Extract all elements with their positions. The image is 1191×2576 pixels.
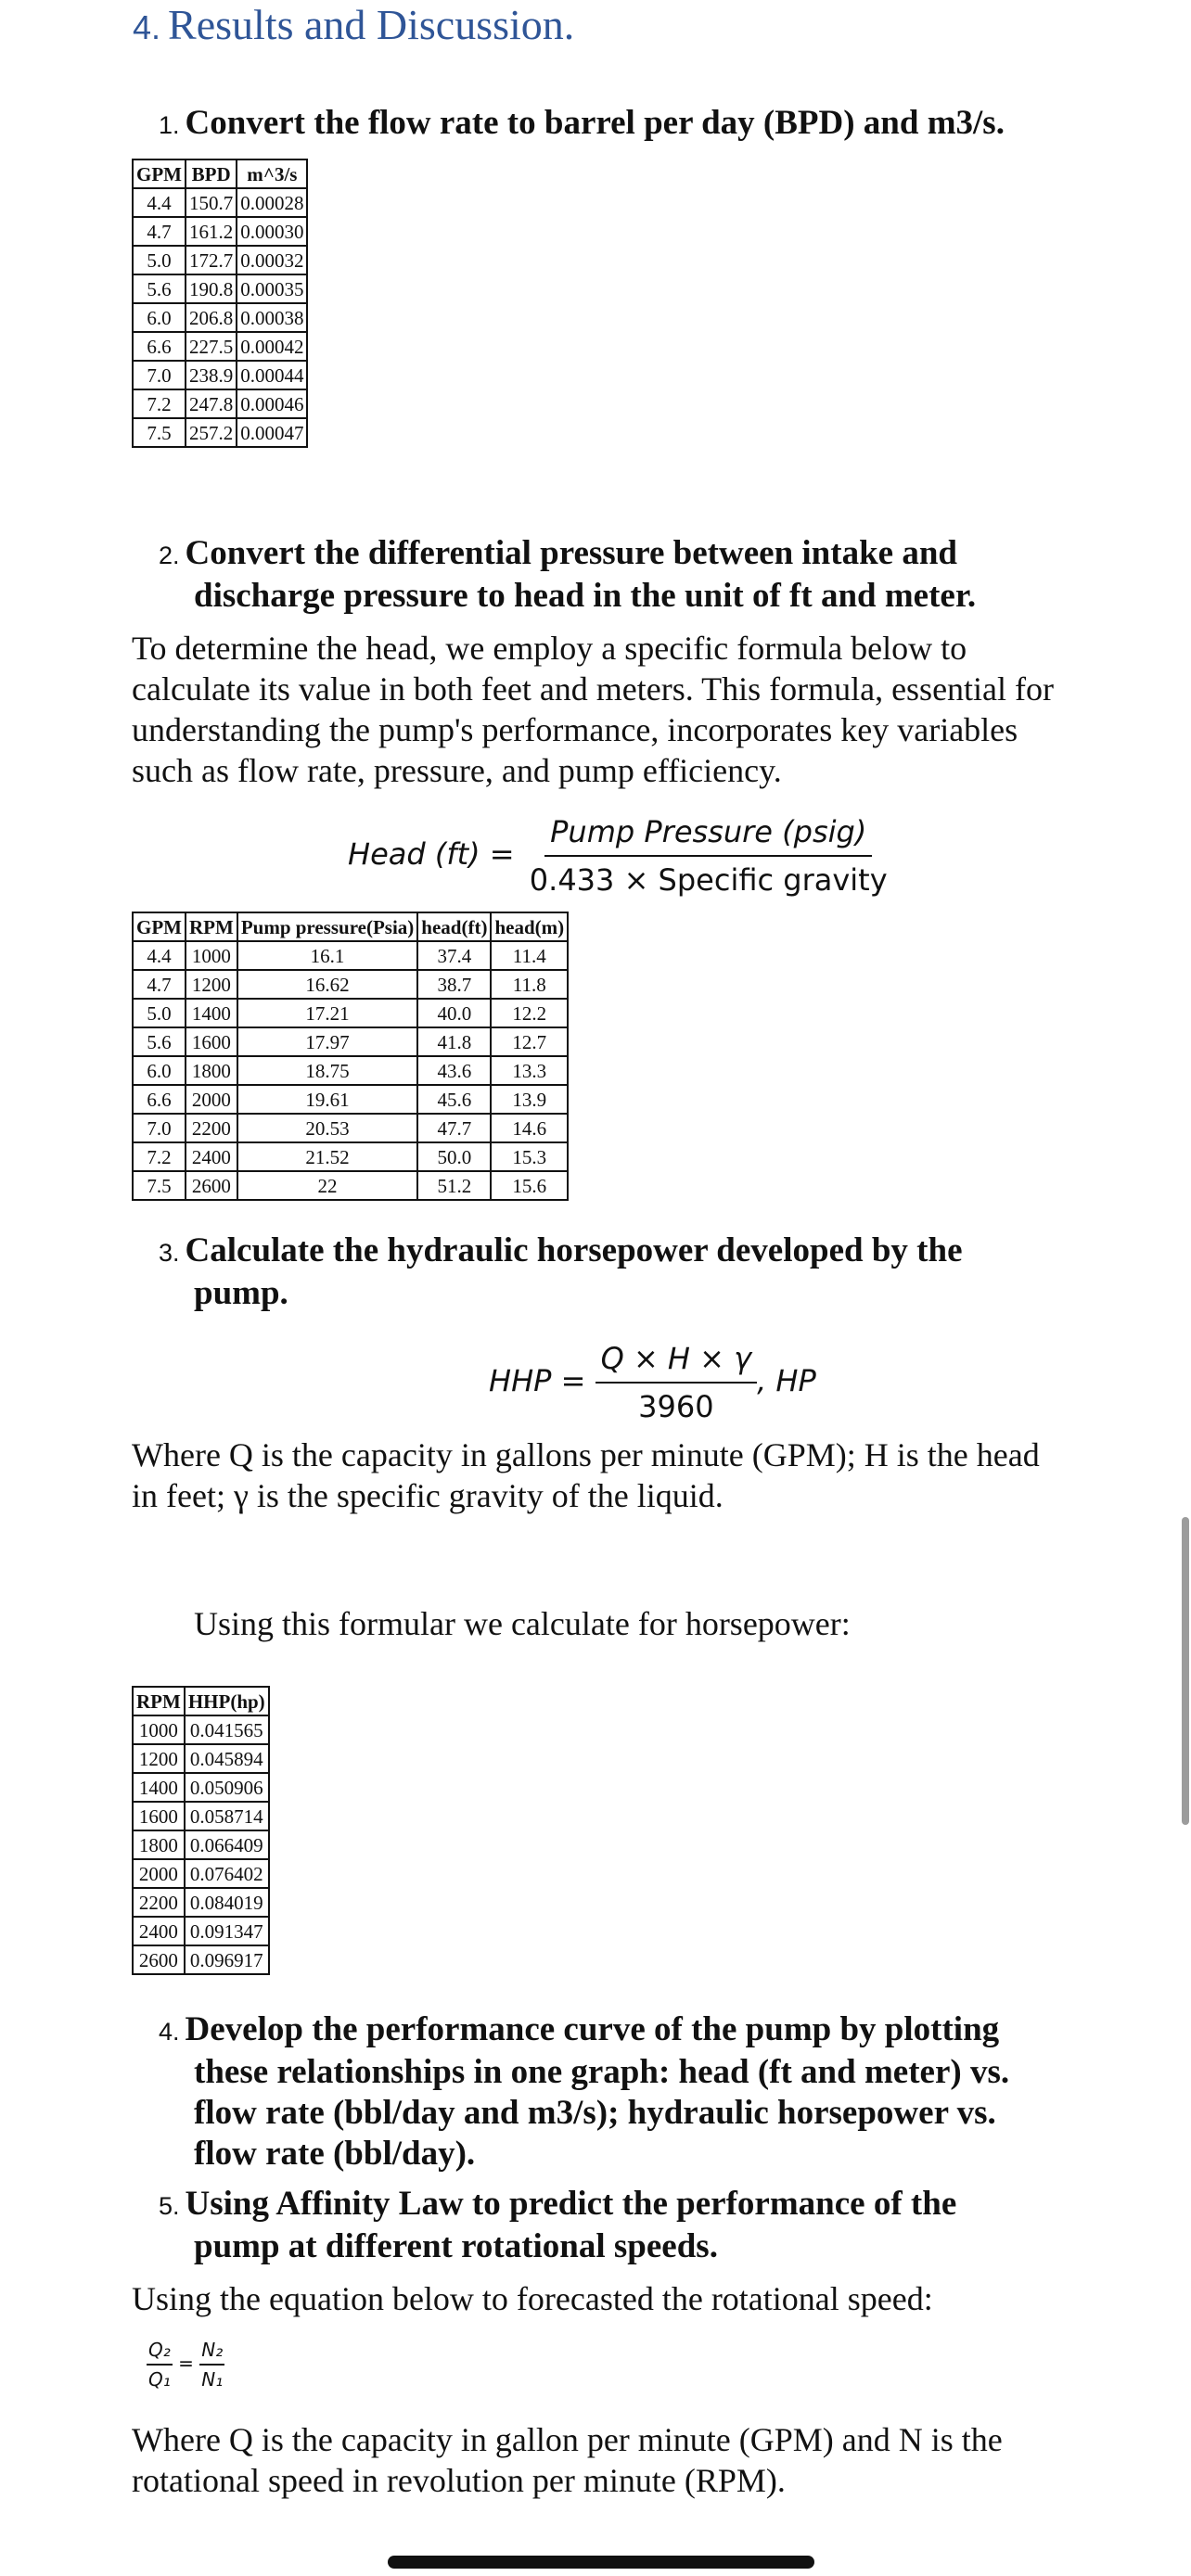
results-heading [133, 0, 574, 49]
table-header-row [133, 1687, 269, 1715]
section-2-line-2: discharge pressure to head in the unit of ft and meter. [194, 577, 977, 615]
table-cell: 227.5 [186, 332, 237, 361]
section-4-line-2: these relationships in one graph: head (ft and meter) vs. [194, 2053, 1010, 2091]
table-cell: 13.3 [491, 1056, 568, 1085]
hhp-formula-denominator: 3960 [638, 1389, 714, 1424]
hhp-formula [489, 1341, 816, 1424]
table-cell: 7.0 [133, 1114, 186, 1142]
section-3-number: 3. [159, 1239, 180, 1267]
section-1-text: Convert the flow rate to barrel per day (BPD) and m3/s. [185, 104, 1005, 142]
table-cell: 18.75 [237, 1056, 417, 1085]
table-cell: 6.0 [133, 303, 186, 332]
table-cell: 38.7 [417, 970, 491, 999]
table-cell: 2000 [133, 1859, 185, 1888]
table-cell: 21.52 [237, 1142, 417, 1171]
table-row [133, 418, 307, 447]
table-row [133, 970, 568, 999]
table-cell: 1800 [186, 1056, 237, 1085]
affinity-equals: = [178, 2352, 194, 2375]
table-cell: 6.0 [133, 1056, 186, 1085]
section-5-line-2: pump at different rotational speeds. [194, 2227, 718, 2265]
table-cell: 2600 [133, 1945, 185, 1974]
table-cell: 161.2 [186, 217, 237, 246]
table-row [133, 246, 307, 274]
table-cell: 1800 [133, 1830, 185, 1859]
affinity-n-fraction [199, 2339, 224, 2391]
table-cell: 41.8 [417, 1027, 491, 1056]
table-row [133, 1773, 269, 1802]
table-cell: 0.091347 [185, 1917, 269, 1945]
table-cell: 19.61 [237, 1085, 417, 1114]
table-cell: 51.2 [417, 1171, 491, 1200]
column-header: HHP(hp) [185, 1687, 269, 1715]
table-cell: 43.6 [417, 1056, 491, 1085]
table-cell: 1200 [186, 970, 237, 999]
table-header-row [133, 912, 568, 941]
table-cell: 13.9 [491, 1085, 568, 1114]
table-cell: 17.97 [237, 1027, 417, 1056]
column-header: BPD [186, 159, 237, 188]
table-cell: 6.6 [133, 332, 186, 361]
section-1-title [159, 103, 1005, 146]
table-row [133, 941, 568, 970]
table-row [133, 1171, 568, 1200]
hhp-formula-fraction [596, 1341, 758, 1424]
table-row [133, 1114, 568, 1142]
section-4-line-4: flow rate (bbl/day). [194, 2135, 476, 2173]
table-cell: 2200 [186, 1114, 237, 1142]
table-row [133, 361, 307, 389]
table-cell: 16.1 [237, 941, 417, 970]
head-formula-denominator: 0.433 × Specific gravity [529, 862, 888, 898]
table-row [133, 1056, 568, 1085]
table-row [133, 303, 307, 332]
table-row [133, 1142, 568, 1171]
table-cell: 15.3 [491, 1142, 568, 1171]
table-cell: 4.7 [133, 217, 186, 246]
section-2-line-1: Convert the differential pressure between intake and [185, 534, 957, 572]
table-cell: 0.00044 [237, 361, 307, 389]
table-cell: 190.8 [186, 274, 237, 303]
table-cell: 0.00038 [237, 303, 307, 332]
table-cell: 12.7 [491, 1027, 568, 1056]
table-cell: 1600 [186, 1027, 237, 1056]
table-row [133, 389, 307, 418]
head-formula-numerator: Pump Pressure (psig) [544, 814, 872, 857]
table-header-row [133, 159, 307, 188]
affinity-explanation-paragraph: Where Q is the capacity in gallon per minute (GPM) and N is the rotational speed in revolution per minute (RPM). [132, 2421, 1003, 2499]
table-cell: 4.4 [133, 188, 186, 217]
table-cell: 2000 [186, 1085, 237, 1114]
horsepower-intro-paragraph: Using this formular we calculate for horsepower: [194, 1605, 851, 1642]
table-cell: 0.00046 [237, 389, 307, 418]
section-5-line-1: Using Affinity Law to predict the performance of the [185, 2185, 957, 2223]
table-cell: 0.00030 [237, 217, 307, 246]
table-cell: 7.2 [133, 1142, 186, 1171]
table-row [133, 332, 307, 361]
head-table [132, 912, 569, 1201]
table-cell: 4.7 [133, 970, 186, 999]
table-cell: 11.4 [491, 941, 568, 970]
column-header: RPM [186, 912, 237, 941]
table-cell: 150.7 [186, 188, 237, 217]
column-header: GPM [133, 912, 186, 941]
table-cell: 1400 [133, 1773, 185, 1802]
table-cell: 47.7 [417, 1114, 491, 1142]
section-1-number: 1. [159, 111, 180, 139]
table-cell: 5.6 [133, 1027, 186, 1056]
table-cell: 12.2 [491, 999, 568, 1027]
table-cell: 1600 [133, 1802, 185, 1830]
table-row [133, 1715, 269, 1744]
table-cell: 2600 [186, 1171, 237, 1200]
head-explanation-paragraph: To determine the head, we employ a specific formula below to calculate its value in both feet and meters. This formula, essential for understanding the pump's performance, incorporates key variables such as flow rate, pressure, and pump efficiency. [132, 630, 1055, 789]
table-cell: 37.4 [417, 941, 491, 970]
table-row [133, 1830, 269, 1859]
table-cell: 22 [237, 1171, 417, 1200]
table-cell: 7.2 [133, 389, 186, 418]
section-5-number: 5. [159, 2192, 180, 2220]
affinity-formula [147, 2339, 224, 2391]
table-cell: 40.0 [417, 999, 491, 1027]
table-cell: 7.5 [133, 418, 186, 447]
table-cell: 0.00042 [237, 332, 307, 361]
table-cell: 17.21 [237, 999, 417, 1027]
heading-number: 4. [133, 8, 161, 46]
table-cell: 20.53 [237, 1114, 417, 1142]
head-formula-fraction [524, 814, 893, 898]
table-cell: 1200 [133, 1744, 185, 1773]
affinity-n-denominator: N₁ [201, 2368, 224, 2391]
table-cell: 1400 [186, 999, 237, 1027]
table-cell: 0.084019 [185, 1888, 269, 1917]
hhp-table [132, 1686, 270, 1975]
table-row [133, 1744, 269, 1773]
head-formula [348, 814, 893, 898]
table-cell: 247.8 [186, 389, 237, 418]
table-cell: 0.045894 [185, 1744, 269, 1773]
table-row [133, 1917, 269, 1945]
head-formula-lhs: Head (ft) = [348, 836, 515, 872]
table-cell: 0.041565 [185, 1715, 269, 1744]
table-cell: 0.076402 [185, 1859, 269, 1888]
affinity-q-fraction [147, 2339, 173, 2391]
section-4-number: 4. [159, 2018, 180, 2046]
table-cell: 5.0 [133, 246, 186, 274]
table-cell: 2400 [133, 1917, 185, 1945]
table-cell: 238.9 [186, 361, 237, 389]
table-cell: 0.066409 [185, 1830, 269, 1859]
hhp-formula-suffix: , HP [757, 1363, 816, 1398]
flow-rate-table [132, 159, 308, 448]
table-cell: 14.6 [491, 1114, 568, 1142]
section-4-line-1: Develop the performance curve of the pump by plotting [185, 2010, 1000, 2048]
table-cell: 6.6 [133, 1085, 186, 1114]
table-cell: 5.0 [133, 999, 186, 1027]
table-cell: 0.00047 [237, 418, 307, 447]
table-cell: 0.00035 [237, 274, 307, 303]
table-cell: 16.62 [237, 970, 417, 999]
column-header: RPM [133, 1687, 185, 1715]
table-cell: 0.050906 [185, 1773, 269, 1802]
table-cell: 2400 [186, 1142, 237, 1171]
table-cell: 5.6 [133, 274, 186, 303]
section-4-title [159, 2009, 1009, 2174]
column-header: Pump pressure(Psia) [237, 912, 417, 941]
table-cell: 7.0 [133, 361, 186, 389]
hhp-formula-numerator: Q × H × γ [596, 1341, 758, 1384]
table-row [133, 1802, 269, 1830]
table-cell: 15.6 [491, 1171, 568, 1200]
table-cell: 50.0 [417, 1142, 491, 1171]
column-header: head(ft) [417, 912, 491, 941]
heading-title: Results and Discussion. [168, 1, 575, 48]
column-header: head(m) [491, 912, 568, 941]
table-cell: 0.00032 [237, 246, 307, 274]
section-3-line-2: pump. [194, 1274, 288, 1312]
home-indicator[interactable] [388, 2556, 814, 2569]
hhp-formula-lhs: HHP = [489, 1363, 586, 1398]
table-row [133, 1888, 269, 1917]
affinity-n-numerator: N₂ [199, 2339, 224, 2366]
hhp-explanation-paragraph: Where Q is the capacity in gallons per minute (GPM); H is the head in feet; γ is the specific gravity of the liquid. [132, 1436, 1040, 1514]
table-cell: 4.4 [133, 941, 186, 970]
table-row [133, 1945, 269, 1974]
section-3-line-1: Calculate the hydraulic horsepower developed by the [185, 1231, 963, 1269]
affinity-q-denominator: Q₁ [148, 2368, 171, 2391]
table-row [133, 1027, 568, 1056]
affinity-q-numerator: Q₂ [147, 2339, 173, 2366]
section-3-title [159, 1231, 963, 1314]
section-5-title [159, 2184, 956, 2267]
table-cell: 1000 [186, 941, 237, 970]
column-header: GPM [133, 159, 186, 188]
table-cell: 257.2 [186, 418, 237, 447]
table-cell: 206.8 [186, 303, 237, 332]
affinity-intro-paragraph: Using the equation below to forecasted the rotational speed: [132, 2280, 933, 2317]
table-row [133, 1859, 269, 1888]
table-cell: 1000 [133, 1715, 185, 1744]
table-row [133, 217, 307, 246]
table-cell: 45.6 [417, 1085, 491, 1114]
scrollbar[interactable] [1182, 1517, 1189, 1825]
table-row [133, 1085, 568, 1114]
table-cell: 7.5 [133, 1171, 186, 1200]
table-cell: 11.8 [491, 970, 568, 999]
table-row [133, 188, 307, 217]
table-cell: 172.7 [186, 246, 237, 274]
section-2-title [159, 533, 976, 617]
table-row [133, 999, 568, 1027]
section-4-line-3: flow rate (bbl/day and m3/s); hydraulic horsepower vs. [194, 2094, 996, 2132]
section-2-number: 2. [159, 542, 180, 569]
column-header: m^3/s [237, 159, 307, 188]
table-cell: 2200 [133, 1888, 185, 1917]
table-row [133, 274, 307, 303]
table-cell: 0.00028 [237, 188, 307, 217]
table-cell: 0.096917 [185, 1945, 269, 1974]
table-cell: 0.058714 [185, 1802, 269, 1830]
